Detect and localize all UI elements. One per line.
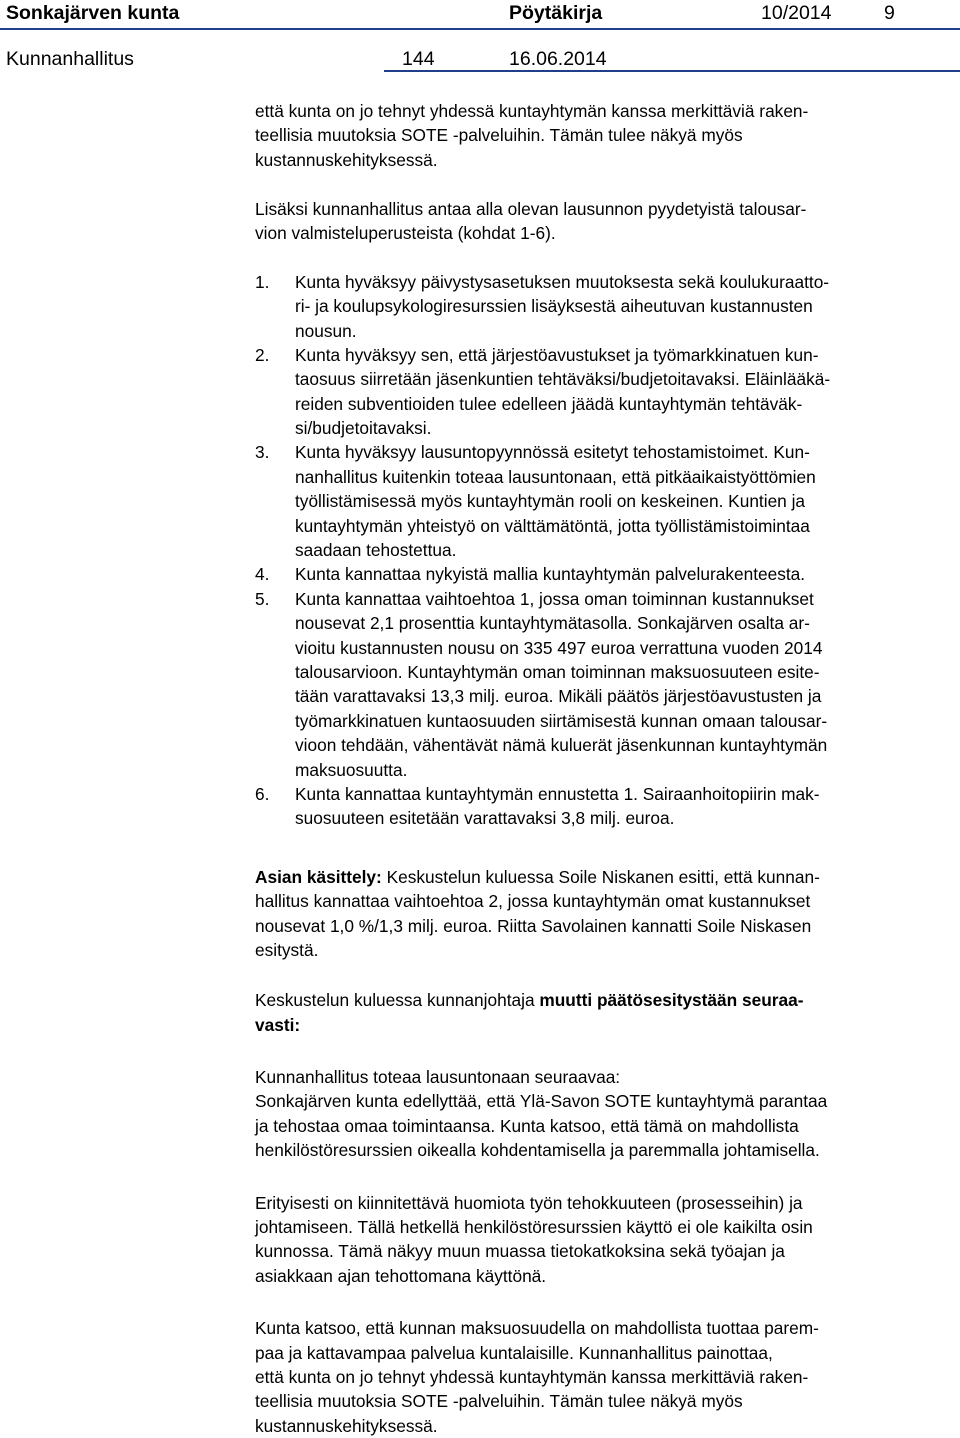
keskustelu-paragraph: Keskustelun kuluessa kunnanjohtaja muutti päätösesitystään seuraa- vasti: [255, 990, 804, 1035]
list-item: 1. Kunta hyväksyy päivystysasetuksen muutoksesta sekä koulukuraatto- ri- ja koulupsykologiresurssien lisäyksestä aiheutuvan kustannusten nousun. [255, 271, 830, 341]
section-number: 144 [402, 48, 435, 70]
numbered-list [255, 270, 960, 831]
document-type: Pöytäkirja [509, 2, 603, 24]
list-item: 5. Kunta kannattaa vaihtoehtoa 1, jossa oman toiminnan kustannukset nousevat 2,1 prosenttia kuntayhtymätasolla. Sonkajärven osalta ar- vioitu kustannusten nousu on 335 497 euroa verrattuna vuoden 2014 talousarvioon. Kuntayhtymän oman toiminnan maksuosuuteen esite- tään varattavaksi 13,3 milj. euroa. Mikäli päätös järjestöavustusten ja työmarkkinatuen kuntaosuuden siirtämisestä kunnan omaan talousar- vioon tehdään, vähentävät nämä kuluerät jäsenkunnan kuntayhtymän maksuosuutta. [255, 588, 828, 780]
toteaa-paragraph: Kunnanhallitus toteaa lausuntonaan seuraavaa: Sonkajärven kunta edellyttää, että Ylä-Savon SOTE kuntayhtymä parantaa ja tehostaa omaa toimintaansa. Kunta katsoo, että tämä on mahdollista henkilöstöresurssien oikealla kohdentamisella ja paremmalla johtamisella. [255, 1067, 828, 1161]
list-item: 3. Kunta hyväksyy lausuntopyynnössä esitetyt tehostamistoimet. Kun- nanhallitus kuitenkin toteaa lausuntonaan, että pitkäaikaistyöttömien työllistämisessä myös kuntayhtymän rooli on keskeinen. Kuntien ja kuntayhtymän yhteistyö on välttämätöntä, jotta työllistämistoimintaa saadaan tehostettua. [255, 442, 816, 561]
katsoo-paragraph: Kunta katsoo, että kunnan maksuosuudella on mahdollista tuottaa parem- paa ja kattavampaa palvelua kuntalaisille. Kunnanhallitus painottaa, että kunta on jo tehnyt yhdessä kuntayhtymän kanssa merkittäviä raken- teellisia muutoksia SOTE -palveluihin. Tämän tulee näkyä myös kustannuskehityksessä. [255, 1318, 819, 1436]
page-number: 9 [884, 2, 895, 24]
meeting-body: Kunnanhallitus [6, 48, 134, 70]
subheader-rule [384, 70, 960, 72]
organization-name: Sonkajärven kunta [6, 2, 180, 24]
list-item: 2. Kunta hyväksyy sen, että järjestöavustukset ja työmarkkinatuen kun- taosuus siirretään jäsenkuntien tehtäväksi/budjetoitavaksi. Eläinlääkä- reiden subventioiden tulee edelleen jäädä kuntayhtymän tehtäväk- si/budjetoitavaksi. [255, 344, 831, 439]
document-number: 10/2014 [761, 2, 832, 24]
document-body [255, 99, 960, 1438]
intro-paragraph: että kunta on jo tehnyt yhdessä kuntayhtymän kanssa merkittäviä raken- teellisia muutoksia SOTE -palveluihin. Tämän tulee näkyä myös kustannuskehityksessä. [255, 101, 809, 170]
lisaksi-paragraph: Lisäksi kunnanhallitus antaa alla olevan lausunnon pyydetyistä talousar- vion valmisteluperusteista (kohdat 1-6). [255, 198, 807, 243]
list-item: 4. Kunta kannattaa nykyistä mallia kuntayhtymän palvelurakenteesta. [255, 564, 806, 585]
asian-kasittely-label: Asian käsittely: [255, 866, 382, 887]
asian-kasittely-paragraph: Asian käsittely: Keskustelun kuluessa Soile Niskanen esitti, että kunnan- hallitus kannattaa vaihtoehtoa 2, jossa kuntayhtymän omat kustannukset nousevat 1,0 %/1,3 milj. euroa. Riitta Savolainen kannatti Soile Niskasen esitystä. [255, 866, 820, 960]
erityisesti-paragraph: Erityisesti on kiinnitettävä huomiota työn tehokkuuteen (prosesseihin) ja johtamiseen. Tällä hetkellä henkilöstöresurssien käyttö ei ole kaikilta osin kunnossa. Tämä näkyy muun muassa tietokatkoksina sekä työajan ja asiakkaan ajan tehottomana käyttönä. [255, 1192, 813, 1286]
header-rule [0, 28, 960, 30]
meeting-date: 16.06.2014 [509, 48, 607, 70]
list-item: 6. Kunta kannattaa kuntayhtymän ennustetta 1. Sairaanhoitopiirin mak- suosuuteen esitetään varattavaksi 3,8 milj. euroa. [255, 783, 820, 829]
